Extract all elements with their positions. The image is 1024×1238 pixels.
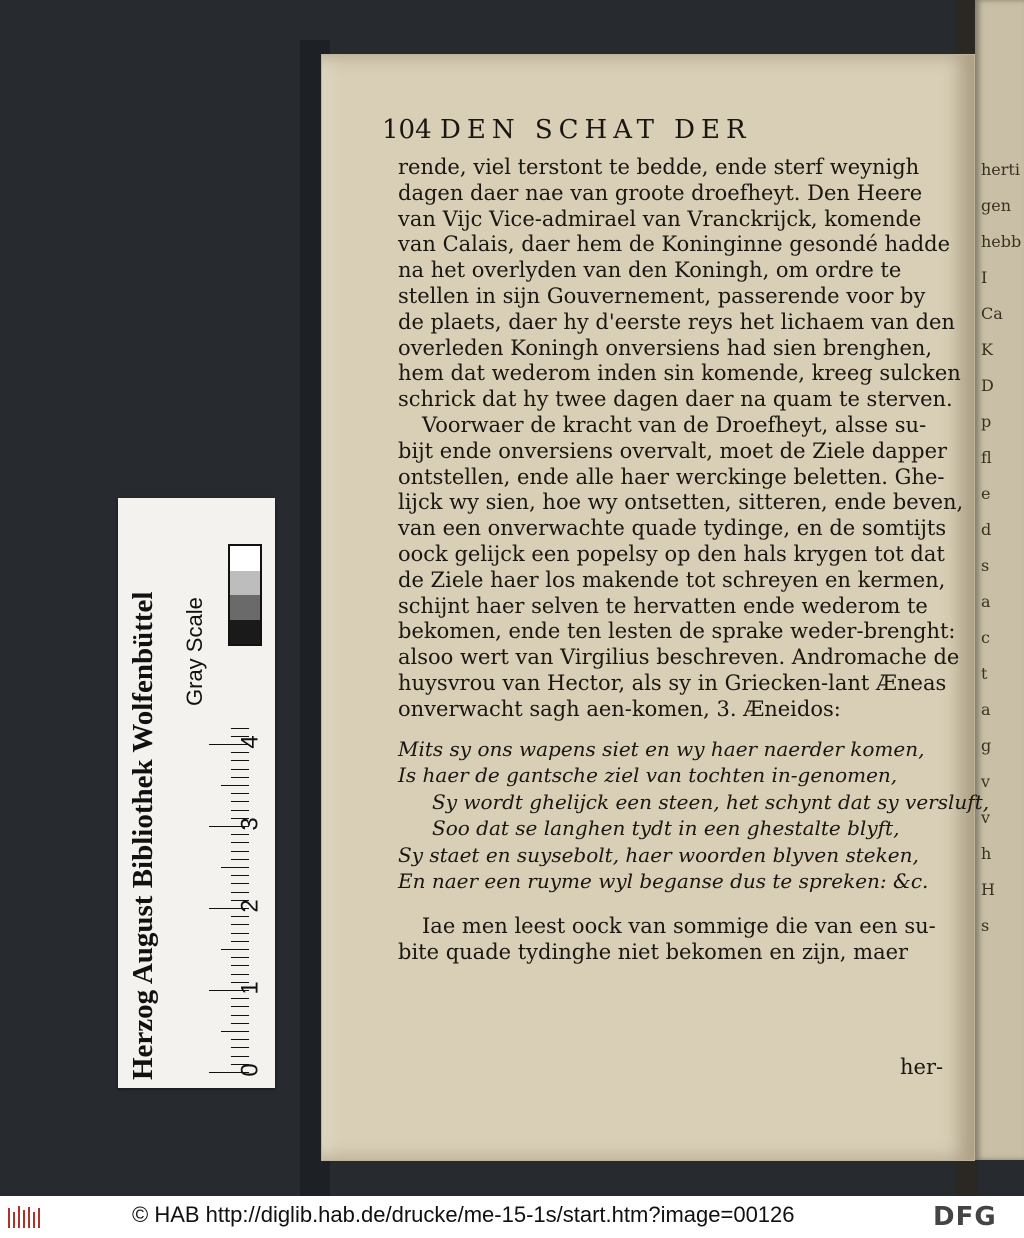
text-line: En naer een ruyme wyl beganse dus te spreken: &c. <box>398 869 929 894</box>
text-line: rende, viel terstont te bedde, ende sterf weynigh <box>398 155 920 179</box>
text-line: bekomen, ende ten lesten de sprake weder-brenght: <box>398 619 956 644</box>
text-line: van Calais, daer hem de Koninginne gesondé hadde <box>398 232 951 257</box>
ruler-tick <box>221 1031 249 1032</box>
ruler-tick <box>231 793 249 794</box>
facing-page-fragment: H <box>981 880 995 899</box>
ruler-tick <box>231 810 249 811</box>
hab-logo-icon <box>7 1204 43 1230</box>
ruler-tick <box>231 1015 249 1016</box>
ruler-number: 4 <box>236 735 264 749</box>
ruler-number: 1 <box>236 981 264 995</box>
text-line: oock gelijck een popelsy op den hals krygen tot dat <box>398 542 945 566</box>
facing-page-fragment: v <box>981 808 991 827</box>
facing-page-fragment: Ca <box>981 304 1003 323</box>
text-line: van Vijc Vice-admirael van Vranckrijck, komende <box>398 206 922 231</box>
gray-scale-swatches <box>228 544 262 646</box>
facing-page-fragment: D <box>981 376 994 395</box>
ruler-tick <box>231 924 249 925</box>
ruler-tick <box>221 785 249 786</box>
ruler-tick <box>231 965 249 966</box>
ruler-tick <box>231 728 249 729</box>
text-line: van een onverwachte quade tydinge, en de somtijts <box>398 516 947 541</box>
ruler-tick <box>231 998 249 999</box>
ruler-tick <box>231 842 249 843</box>
ruler-tick <box>231 1056 249 1057</box>
text-line: onverwacht sagh aen-komen, 3. Æneidos: <box>398 696 841 721</box>
ruler-tick <box>221 867 249 868</box>
facing-page-fragment: gen <box>981 196 1012 215</box>
text-line: de plaets, daer hy d'eerste reys het lichaem van den <box>398 309 955 334</box>
ruler-tick <box>231 883 249 884</box>
ruler-tick <box>231 1039 249 1040</box>
catchword: her- <box>900 1055 944 1079</box>
ruler-tick <box>231 760 249 761</box>
running-head: DEN SCHAT DER <box>440 115 752 145</box>
ruler-ticks <box>186 734 264 1078</box>
ruler-tick <box>231 892 249 893</box>
text-line: overleden Koningh onversiens had sien brenghen, <box>398 335 933 360</box>
ruler-tick <box>231 1006 249 1007</box>
ruler-number: 2 <box>236 899 264 913</box>
text-line: schrick dat hy twee dagen daer na quam te sterven. <box>398 387 953 412</box>
text-line: Is haer de gantsche ziel van tochten in-genomen, <box>398 763 898 788</box>
gray-swatch <box>230 546 260 571</box>
facing-page-fragment: hebb <box>981 232 1022 251</box>
facing-page-fragment: a <box>981 592 991 611</box>
facing-page-fragment: p <box>981 412 992 431</box>
ruler-tick <box>231 974 249 975</box>
ruler-number: 0 <box>236 1063 264 1077</box>
text-line: de Ziele haer los makende tot schreyen en kermen, <box>398 567 946 592</box>
ruler-tick <box>231 752 249 753</box>
dfg-logo: DFG <box>933 1202 997 1232</box>
text-line: dagen daer nae van groote droefheyt. Den Heere <box>398 180 923 205</box>
facing-page-fragment: v <box>981 772 991 791</box>
ruler-tick <box>231 859 249 860</box>
text-line: ontstellen, ende alle haer werckinge beletten. Ghe- <box>398 464 945 489</box>
text-line: Soo dat se langhen tydt in een ghestalte blyft, <box>432 816 900 841</box>
gray-swatch <box>230 595 260 620</box>
facing-page-fragment: fl <box>981 448 992 467</box>
text-line: stellen in sijn Gouvernement, passerende voor by <box>398 284 926 308</box>
footer-copyright-link[interactable]: © HAB http://diglib.hab.de/drucke/me-15-1s/start.htm?image=00126 <box>132 1202 795 1227</box>
text-line: huysvrou van Hector, als sy in Griecken-lant Æneas <box>398 671 947 695</box>
ruler-tick <box>231 916 249 917</box>
text-line: Voorwaer de kracht van de Droefheyt, alsse su- <box>422 413 927 437</box>
text-line: schijnt haer selven te hervatten ende wederom te <box>398 593 928 618</box>
ruler-title: Herzog August Bibliothek Wolfenbüttel <box>127 591 159 1080</box>
text-line: bite quade tydinghe niet bekomen en zijn, maer <box>398 939 909 964</box>
text-line: hem dat wederom inden sin komende, kreeg sulcken <box>398 361 961 386</box>
gray-swatch <box>230 571 260 596</box>
text-line: lijck wy sien, hoe wy ontsetten, sitteren, ende beven, <box>398 490 964 515</box>
ruler-tick <box>231 933 249 934</box>
facing-page-fragment: t <box>981 664 988 683</box>
ruler-number: 3 <box>236 817 264 831</box>
text-line: Mits sy ons wapens siet en wy haer naerder komen, <box>398 736 925 761</box>
facing-page-fragment: d <box>981 520 992 539</box>
text-line: na het overlyden van den Koningh, om ordre te <box>398 258 902 283</box>
text-line: Sy wordt ghelijck een steen, het schynt dat sy versluft, <box>432 789 990 814</box>
ruler-tick <box>231 834 249 835</box>
ruler-tick <box>231 875 249 876</box>
facing-page-edge <box>975 0 1024 1160</box>
facing-page-fragment: c <box>981 628 990 647</box>
ruler-tick <box>231 777 249 778</box>
text-line: alsoo wert van Virgilius beschreven. Andromache de <box>398 645 960 670</box>
facing-page-fragment: s <box>981 556 990 575</box>
facing-page-fragment: herti <box>981 160 1020 179</box>
text-line: bijt ende onversiens overvalt, moet de Ziele dapper <box>398 438 948 463</box>
footer-bar <box>0 1196 1024 1238</box>
text-line: Iae men leest oock van sommige die van een su- <box>422 913 936 938</box>
page-number: 104 <box>382 115 432 145</box>
gray-swatch <box>230 620 260 645</box>
ruler-tick <box>221 949 249 950</box>
facing-page-fragment: a <box>981 700 991 719</box>
ruler-tick <box>231 1047 249 1048</box>
facing-page-fragment: s <box>981 916 990 935</box>
text-line: Sy staet en suysebolt, haer woorden blyven steken, <box>398 842 919 867</box>
facing-page-fragment: I <box>981 268 988 287</box>
ruler-tick <box>231 769 249 770</box>
ruler-tick <box>231 957 249 958</box>
scale-ruler <box>118 498 275 1088</box>
ruler-tick <box>231 851 249 852</box>
ruler-tick <box>231 801 249 802</box>
ruler-tick <box>231 941 249 942</box>
facing-page-fragment: g <box>981 736 992 755</box>
facing-page-fragment: e <box>981 484 991 503</box>
facing-page-fragment: h <box>981 844 992 863</box>
gray-scale-label: Gray Scale <box>182 597 207 706</box>
ruler-tick <box>231 1023 249 1024</box>
facing-page-fragment: K <box>981 340 993 359</box>
